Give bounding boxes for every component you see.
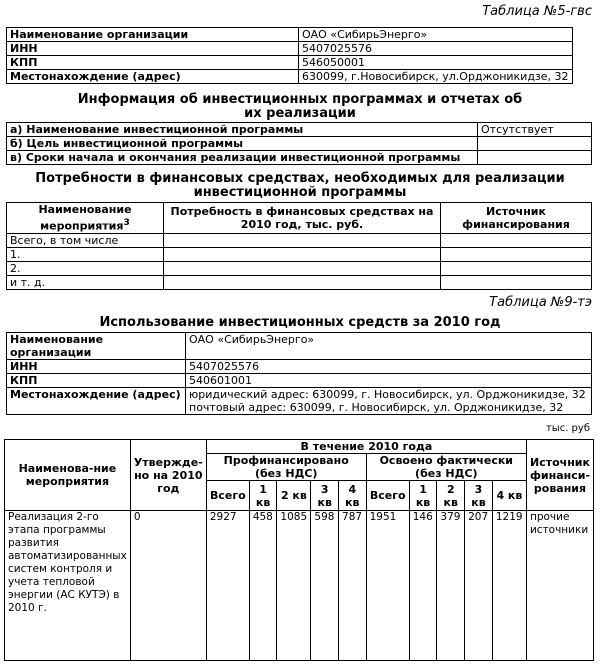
- program-dates-label: в) Сроки начала и окончания реализации инвестиционной программы: [7, 151, 478, 165]
- mast-q4-h: 4 кв: [492, 481, 526, 511]
- program-goal-label: б) Цель инвестиционной программы: [7, 137, 478, 151]
- unit-label: тыс. руб: [545, 423, 590, 434]
- fin-needs-title: Потребности в финансовых средствах, необходимых для реализации инвестиционной программы: [35, 171, 565, 200]
- fin-total: 2927: [206, 511, 249, 661]
- col-source: Источник финанси-рования: [526, 440, 593, 511]
- invest-usage-table: [4, 439, 594, 661]
- col-activity: Наименова-ние мероприятия: [5, 440, 131, 511]
- inn-label: ИНН: [7, 42, 299, 56]
- fin-q1-h: 1 кв: [249, 481, 277, 511]
- kpp-label: КПП: [7, 56, 299, 70]
- row-2: 2.: [7, 261, 164, 275]
- org-name-label: Наименование организации: [7, 28, 299, 42]
- mast-q3: 207: [465, 511, 493, 661]
- fin-q3: 598: [311, 511, 339, 661]
- col-during-year: В течение 2010 года: [206, 440, 526, 454]
- org-name-label-2: Наименование организации: [7, 333, 186, 360]
- col-financed: Профинансировано (без НДС): [206, 454, 366, 481]
- row-1: 1.: [7, 247, 164, 261]
- program-dates-value: [478, 151, 592, 165]
- postal-address: почтовый адрес: 630099, г. Новосибирск, ул. Орджоникидзе, 32: [189, 401, 564, 414]
- mast-q3-h: 3 кв: [465, 481, 493, 511]
- fin-q4-h: 4 кв: [339, 481, 367, 511]
- mast-q4: 1219: [492, 511, 526, 661]
- col-mastered: Освоено фактически (без НДС): [366, 454, 526, 481]
- approved-value: 0: [130, 511, 206, 661]
- kpp-value-2: 540601001: [186, 374, 592, 388]
- mast-q2-h: 2 кв: [437, 481, 465, 511]
- fin-q1: 458: [249, 511, 277, 661]
- col-activity-name: Наименование мероприятия$^3$: [7, 203, 164, 234]
- address-value: 630099, г.Новосибирск, ул.Орджоникидзе, 32: [299, 70, 573, 84]
- table-caption-5: Таблица №5-гвс: [482, 4, 592, 19]
- kpp-label-2: КПП: [7, 374, 186, 388]
- source-value: прочие источники: [526, 511, 593, 661]
- row-total: Всего, в том числе: [7, 233, 164, 247]
- legal-address: юридический адрес: 630099, г. Новосибирск, ул. Орджоникидзе, 32: [189, 388, 586, 401]
- invest-usage-title: Использование инвестиционных средств за 2010 год: [99, 315, 501, 330]
- org-info-table: [6, 27, 573, 84]
- inn-label-2: ИНН: [7, 360, 186, 374]
- fin-q2-h: 2 кв: [277, 481, 311, 511]
- row-etc: и т. д.: [7, 275, 164, 289]
- fin-needs-table: [6, 202, 592, 290]
- org-name-value-2: ОАО «СибирьЭнерго»: [186, 333, 592, 360]
- program-name-label: а) Наименование инвестиционной программы: [7, 123, 478, 137]
- col-approved: Утвержде-но на 2010 год: [130, 440, 206, 511]
- col-fin-need: Потребность в финансовых средствах на 2010 год, тыс. руб.: [164, 203, 441, 234]
- program-goal-value: [478, 137, 592, 151]
- mast-q1: 146: [409, 511, 437, 661]
- address-label-2: Местонахождение (адрес): [7, 388, 186, 415]
- mast-q1-h: 1 кв: [409, 481, 437, 511]
- inn-value: 5407025576: [299, 42, 573, 56]
- invest-programs-table: [6, 122, 592, 165]
- mast-total-h: Всего: [366, 481, 409, 511]
- invest-programs-title: Информация об инвестиционных программах и отчетах об их реализации: [77, 92, 523, 121]
- fin-total-h: Всего: [206, 481, 249, 511]
- address-label: Местонахождение (адрес): [7, 70, 299, 84]
- mast-q2: 379: [437, 511, 465, 661]
- org-name-value: ОАО «СибирьЭнерго»: [299, 28, 573, 42]
- inn-value-2: 5407025576: [186, 360, 592, 374]
- col-fin-source: Источник финансирования: [441, 203, 592, 234]
- program-name-value: Отсутствует: [478, 123, 592, 137]
- mast-total: 1951: [366, 511, 409, 661]
- fin-q4: 787: [339, 511, 367, 661]
- org-info-table-2: [6, 332, 592, 415]
- activity-name: Реализация 2-го этапа программы развития автоматизированных систем контроля и учета тепловой энергии (АС КУТЭ) в 2010 г.: [5, 511, 131, 661]
- fin-q2: 1085: [277, 511, 311, 661]
- table-caption-9: Таблица №9-тэ: [489, 295, 592, 310]
- fin-q3-h: 3 кв: [311, 481, 339, 511]
- kpp-value: 546050001: [299, 56, 573, 70]
